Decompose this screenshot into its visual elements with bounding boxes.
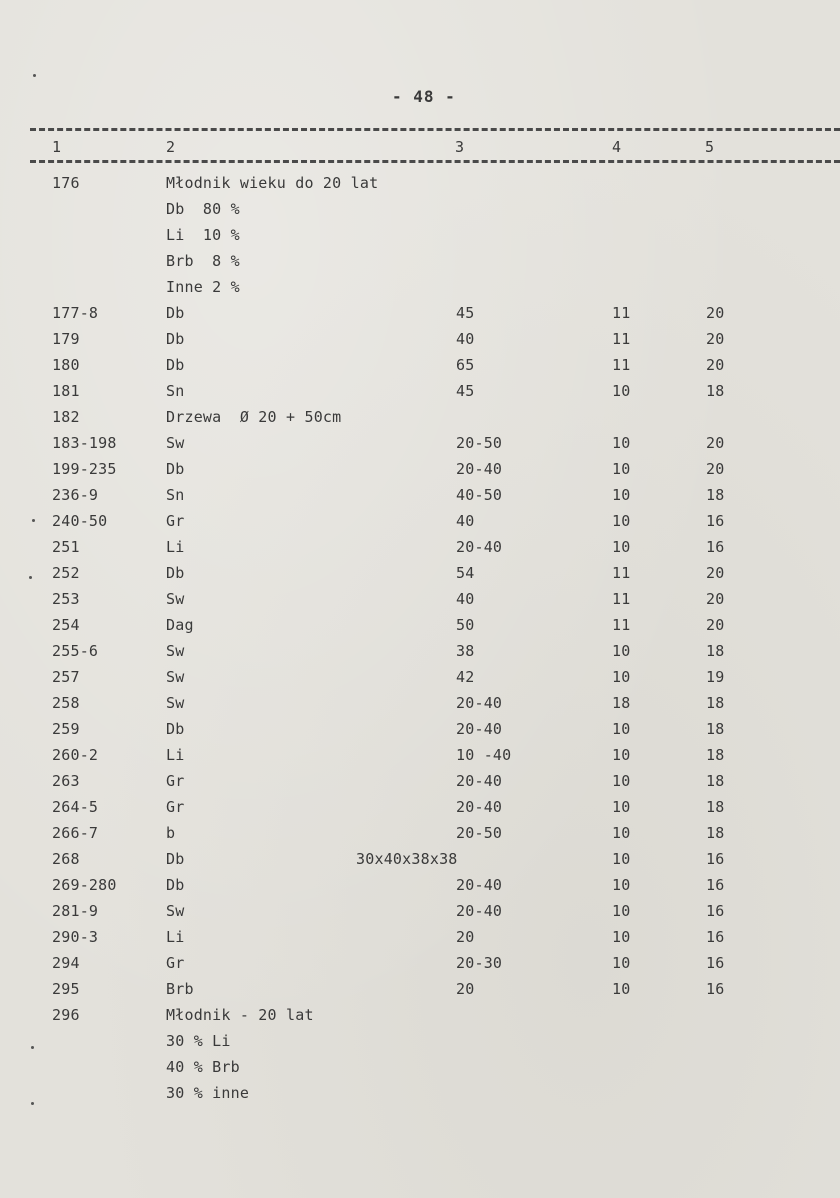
cell-col3: 20-40 [456, 798, 503, 816]
cell-col2: Li [166, 538, 185, 556]
cell-col5: 18 [706, 798, 725, 816]
cell-col5: 18 [706, 382, 725, 400]
cell-col2: Inne 2 % [166, 278, 240, 296]
cell-col1: 253 [52, 590, 80, 608]
cell-col1: 257 [52, 668, 80, 686]
cell-col4: 10 [612, 824, 631, 842]
cell-col3: 20-40 [456, 772, 503, 790]
cell-col5: 16 [706, 980, 725, 998]
cell-col2: Db [166, 720, 185, 738]
cell-col2: Db 80 % [166, 200, 240, 218]
cell-col5: 16 [706, 928, 725, 946]
cell-col3: 20-40 [456, 694, 503, 712]
cell-col3: 40 [456, 512, 475, 530]
column-header-2: 2 [166, 138, 176, 156]
cell-col5: 20 [706, 590, 725, 608]
cell-col3: 20-40 [456, 538, 503, 556]
cell-col5: 16 [706, 954, 725, 972]
cell-col1: 295 [52, 980, 80, 998]
cell-col5: 20 [706, 564, 725, 582]
cell-col5: 18 [706, 824, 725, 842]
cell-col2: Li [166, 928, 185, 946]
cell-col1: 290-3 [52, 928, 99, 946]
cell-col1: 199-235 [52, 460, 117, 478]
column-header-4: 4 [612, 138, 622, 156]
cell-col1: 269-280 [52, 876, 117, 894]
cell-col5: 20 [706, 460, 725, 478]
cell-col1: 254 [52, 616, 80, 634]
paper-speck [31, 1046, 34, 1049]
cell-col2: Sn [166, 486, 185, 504]
cell-col3: 20-40 [456, 460, 503, 478]
cell-col5: 20 [706, 304, 725, 322]
cell-col4: 10 [612, 382, 631, 400]
cell-col1: 268 [52, 850, 80, 868]
cell-col1: 177-8 [52, 304, 99, 322]
cell-col3: 38 [456, 642, 475, 660]
cell-col2: Sw [166, 434, 185, 452]
cell-col5: 18 [706, 694, 725, 712]
cell-col2: Db [166, 876, 185, 894]
cell-col2: Li [166, 746, 185, 764]
cell-col4: 10 [612, 928, 631, 946]
cell-col1: 255-6 [52, 642, 99, 660]
cell-col4: 10 [612, 512, 631, 530]
cell-col4: 10 [612, 876, 631, 894]
cell-col3: 65 [456, 356, 475, 374]
cell-col3: 20-40 [456, 902, 503, 920]
column-header-1: 1 [52, 138, 62, 156]
cell-col4: 10 [612, 668, 631, 686]
cell-col1: 266-7 [52, 824, 99, 842]
cell-col2: Dag [166, 616, 194, 634]
cell-col4: 10 [612, 486, 631, 504]
cell-col2: Brb [166, 980, 194, 998]
cell-col5: 20 [706, 434, 725, 452]
cell-col3: 54 [456, 564, 475, 582]
cell-col3: 45 [456, 382, 475, 400]
cell-col2: Gr [166, 798, 185, 816]
cell-col4: 11 [612, 330, 631, 348]
cell-col4: 10 [612, 642, 631, 660]
column-header-5: 5 [705, 138, 715, 156]
cell-col3: 45 [456, 304, 475, 322]
cell-col3: 20-40 [456, 720, 503, 738]
cell-col2: Sw [166, 590, 185, 608]
cell-col3: 20 [456, 980, 475, 998]
cell-col4: 11 [612, 590, 631, 608]
cell-col2: Gr [166, 512, 185, 530]
cell-col2: Gr [166, 772, 185, 790]
cell-col4: 10 [612, 434, 631, 452]
cell-col5: 20 [706, 356, 725, 374]
cell-col5: 18 [706, 746, 725, 764]
cell-col4: 10 [612, 720, 631, 738]
cell-col1: 236-9 [52, 486, 99, 504]
cell-col5: 18 [706, 642, 725, 660]
cell-col2: Sw [166, 902, 185, 920]
cell-col2: Sw [166, 642, 185, 660]
cell-col4: 10 [612, 772, 631, 790]
cell-col2: Gr [166, 954, 185, 972]
paper-speck [29, 576, 32, 579]
cell-col4: 10 [612, 460, 631, 478]
cell-col4: 11 [612, 564, 631, 582]
cell-col1: 281-9 [52, 902, 99, 920]
cell-col2: Drzewa Ø 20 + 50cm [166, 408, 342, 426]
cell-col2: Sw [166, 668, 185, 686]
cell-col2: 40 % Brb [166, 1058, 240, 1076]
cell-col1: 258 [52, 694, 80, 712]
paper-speck [32, 519, 35, 522]
cell-col3: 20-50 [456, 434, 503, 452]
cell-col4: 18 [612, 694, 631, 712]
cell-col4: 10 [612, 902, 631, 920]
cell-col1: 259 [52, 720, 80, 738]
cell-col4: 10 [612, 850, 631, 868]
cell-col2: b [166, 824, 176, 842]
cell-col3: 20-50 [456, 824, 503, 842]
cell-col1: 240-50 [52, 512, 108, 530]
cell-col4: 11 [612, 356, 631, 374]
cell-col2: 30 % Li [166, 1032, 231, 1050]
cell-col5: 20 [706, 330, 725, 348]
cell-col5: 19 [706, 668, 725, 686]
cell-col2: Sn [166, 382, 185, 400]
cell-col3: 30x40x38x38 [356, 850, 458, 868]
table-header-rule [30, 160, 840, 163]
cell-col4: 10 [612, 798, 631, 816]
cell-col2: Db [166, 460, 185, 478]
cell-col5: 18 [706, 772, 725, 790]
cell-col1: 251 [52, 538, 80, 556]
cell-col1: 179 [52, 330, 80, 348]
cell-col4: 10 [612, 980, 631, 998]
cell-col1: 260-2 [52, 746, 99, 764]
cell-col2: Db [166, 304, 185, 322]
cell-col3: 10 -40 [456, 746, 512, 764]
cell-col2: Młodnik wieku do 20 lat [166, 174, 379, 192]
cell-col4: 11 [612, 304, 631, 322]
cell-col2: Li 10 % [166, 226, 240, 244]
column-header-3: 3 [455, 138, 465, 156]
cell-col5: 16 [706, 512, 725, 530]
cell-col2: 30 % inne [166, 1084, 250, 1102]
cell-col2: Db [166, 564, 185, 582]
cell-col2: Db [166, 356, 185, 374]
cell-col3: 20 [456, 928, 475, 946]
cell-col3: 20-40 [456, 876, 503, 894]
cell-col1: 294 [52, 954, 80, 972]
paper-speck [31, 1102, 34, 1105]
cell-col5: 20 [706, 616, 725, 634]
page-number: - 48 - [392, 87, 456, 106]
cell-col2: Młodnik - 20 lat [166, 1006, 314, 1024]
cell-col5: 16 [706, 850, 725, 868]
cell-col2: Db [166, 330, 185, 348]
cell-col4: 10 [612, 746, 631, 764]
cell-col1: 296 [52, 1006, 80, 1024]
table-top-rule [30, 128, 840, 131]
cell-col3: 40 [456, 330, 475, 348]
cell-col5: 18 [706, 486, 725, 504]
cell-col3: 42 [456, 668, 475, 686]
paper-speck [33, 74, 36, 77]
cell-col3: 50 [456, 616, 475, 634]
cell-col1: 252 [52, 564, 80, 582]
cell-col3: 40-50 [456, 486, 503, 504]
cell-col2: Sw [166, 694, 185, 712]
cell-col4: 11 [612, 616, 631, 634]
cell-col1: 181 [52, 382, 80, 400]
cell-col3: 20-30 [456, 954, 503, 972]
cell-col1: 263 [52, 772, 80, 790]
cell-col1: 180 [52, 356, 80, 374]
cell-col4: 10 [612, 954, 631, 972]
cell-col5: 18 [706, 720, 725, 738]
cell-col5: 16 [706, 876, 725, 894]
cell-col4: 10 [612, 538, 631, 556]
cell-col1: 182 [52, 408, 80, 426]
cell-col5: 16 [706, 902, 725, 920]
cell-col2: Db [166, 850, 185, 868]
cell-col2: Brb 8 % [166, 252, 240, 270]
cell-col1: 264-5 [52, 798, 99, 816]
cell-col1: 176 [52, 174, 80, 192]
cell-col5: 16 [706, 538, 725, 556]
cell-col3: 40 [456, 590, 475, 608]
cell-col1: 183-198 [52, 434, 117, 452]
